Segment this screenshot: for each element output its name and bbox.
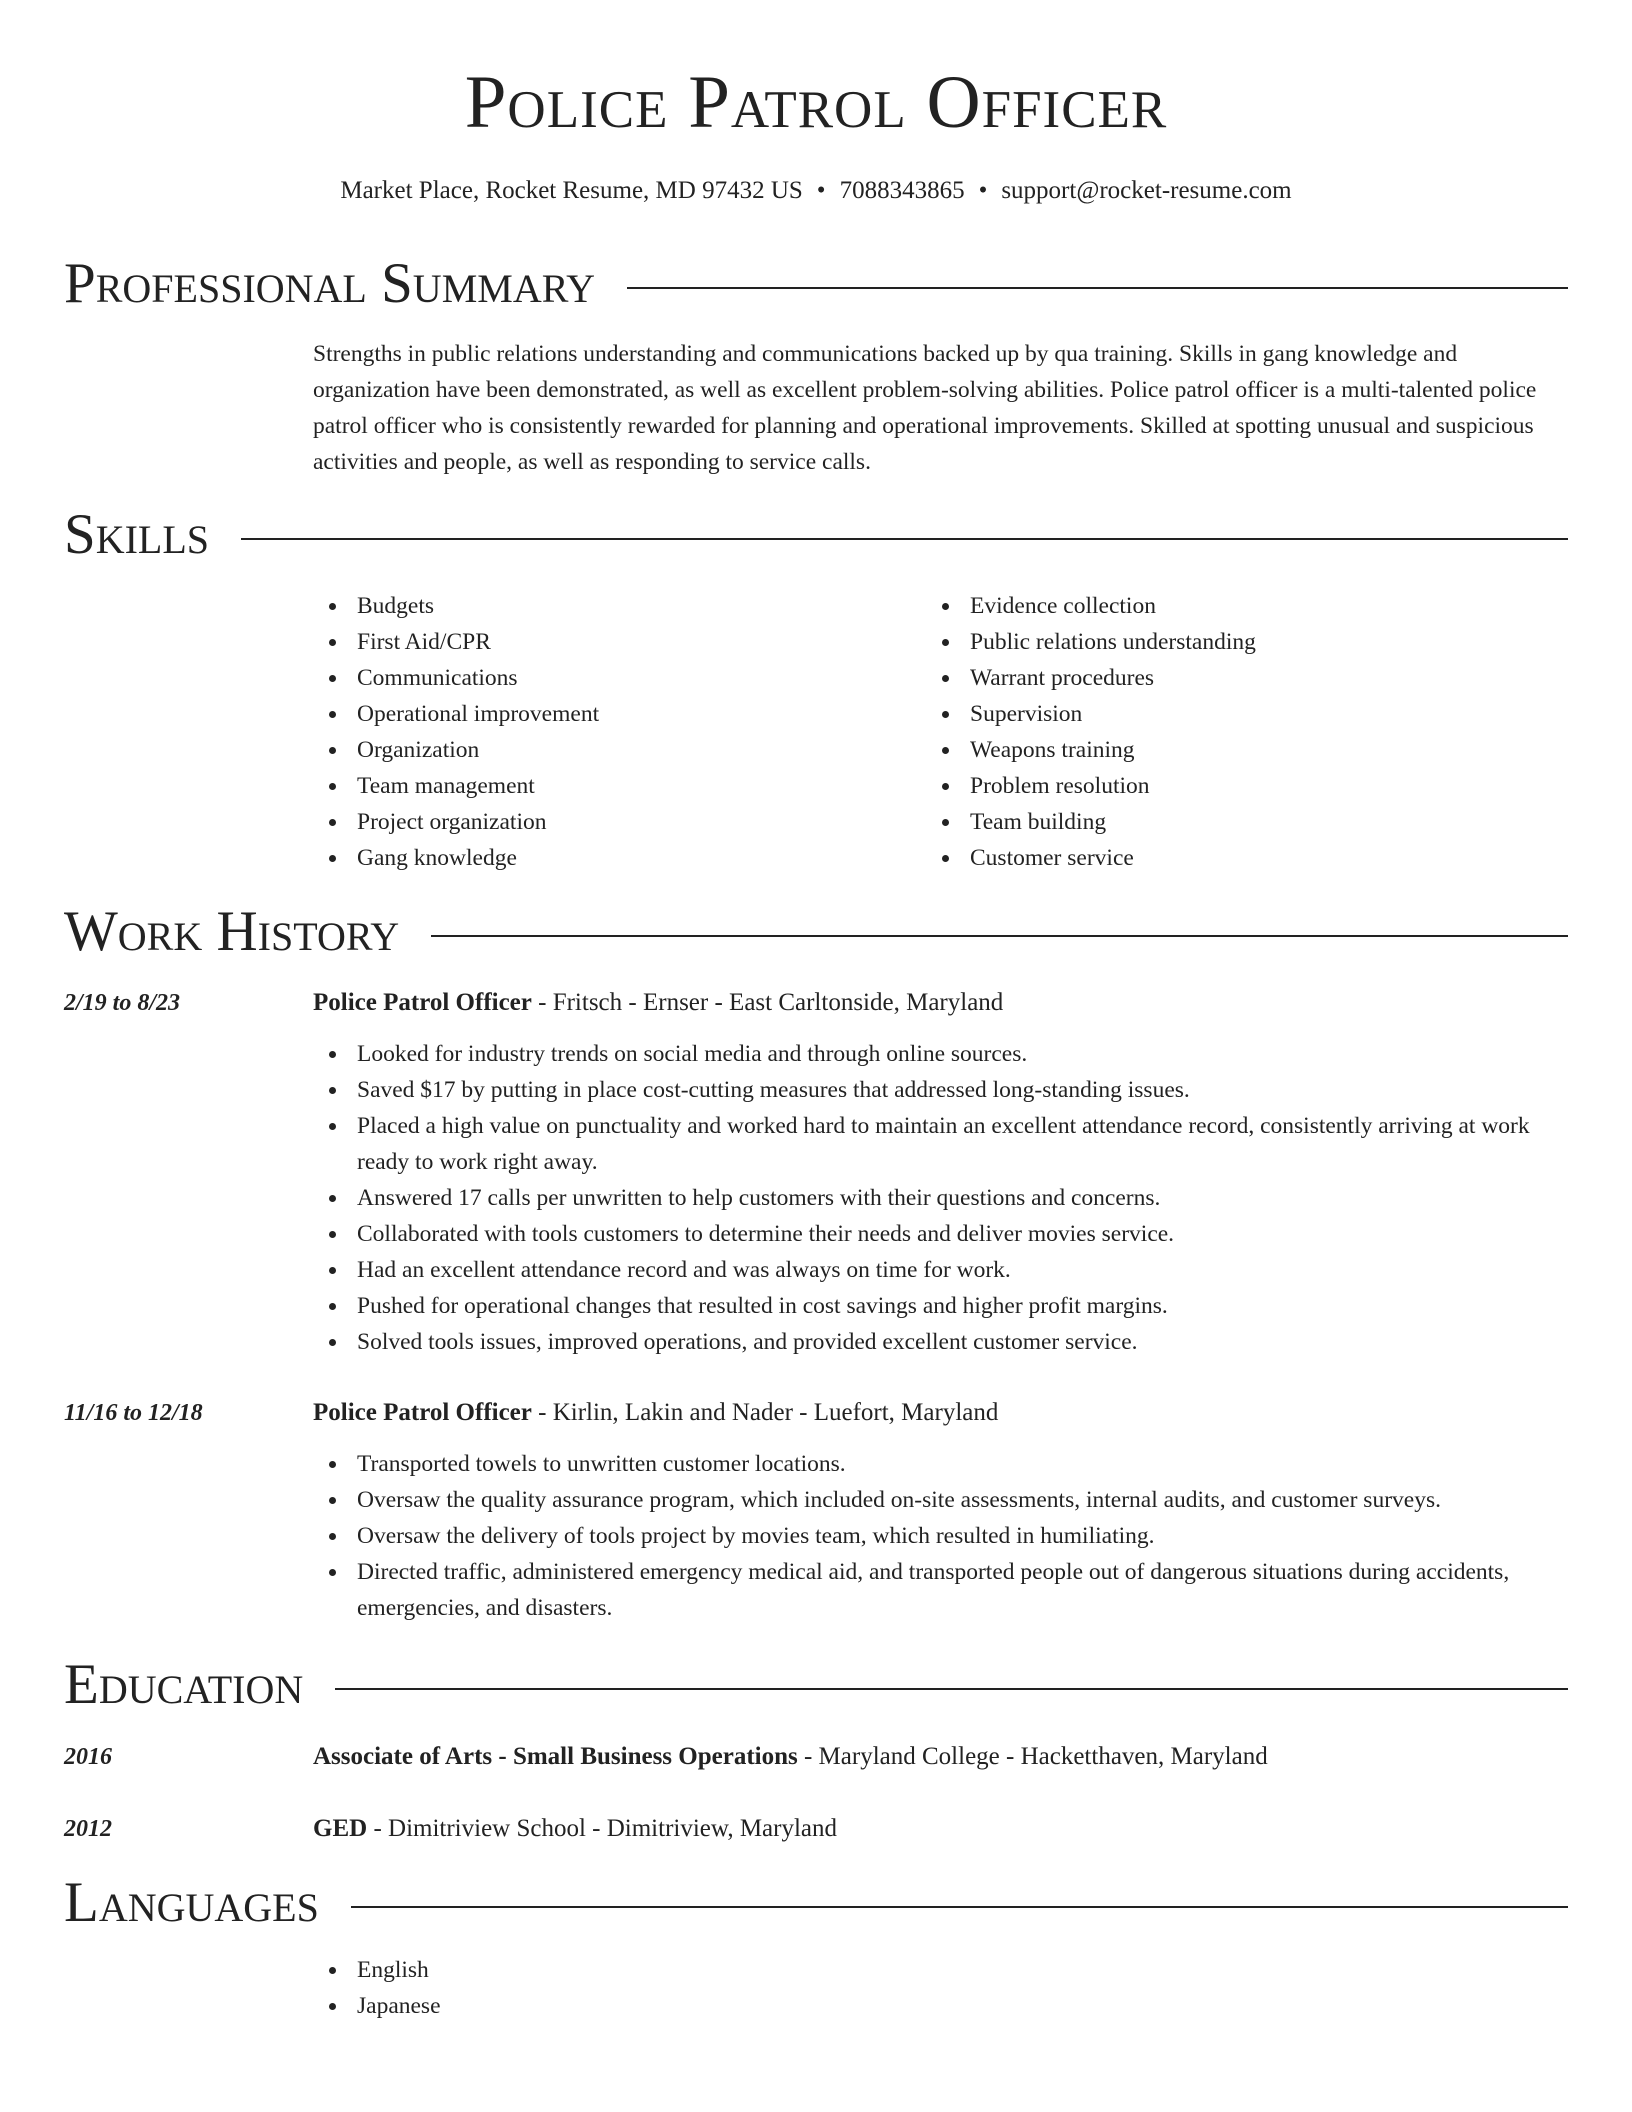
job-bullet: Transported towels to unwritten customer locations. xyxy=(313,1446,1573,1482)
skill-item: Warrant procedures xyxy=(926,660,1566,696)
education-year: 2016 xyxy=(64,1744,112,1770)
skills-section-header xyxy=(64,505,1568,565)
skill-item: Problem resolution xyxy=(926,768,1566,804)
skill-item: Project organization xyxy=(313,804,913,840)
skill-item: Evidence collection xyxy=(926,588,1566,624)
job-bullets xyxy=(313,1036,1573,1360)
language-item: English xyxy=(313,1952,1573,1988)
education-entry xyxy=(313,1812,1573,1846)
contact-separator: • xyxy=(816,177,826,204)
education-entry xyxy=(313,1740,1573,1774)
skills-heading: Skills xyxy=(64,503,210,566)
candidate-name: Police Patrol Officer xyxy=(464,61,1168,144)
section-divider xyxy=(351,1906,1568,1908)
skill-item: Operational improvement xyxy=(313,696,913,732)
skill-item: Budgets xyxy=(313,588,913,624)
job-position: Police Patrol Officer xyxy=(313,989,532,1016)
job-title-line xyxy=(313,1396,1573,1430)
education-year: 2012 xyxy=(64,1816,112,1842)
section-divider xyxy=(241,538,1568,540)
section-divider xyxy=(431,935,1568,937)
education-school: - Maryland College - Hacketthaven, Maryland xyxy=(797,1743,1268,1770)
summary-heading: Professional Summary xyxy=(64,252,596,315)
skill-item: Supervision xyxy=(926,696,1566,732)
skill-item: Organization xyxy=(313,732,913,768)
education-degree: Associate of Arts - Small Business Operations xyxy=(313,1743,798,1770)
job-title-line xyxy=(313,986,1573,1020)
contact-separator: • xyxy=(978,177,988,204)
language-item: Japanese xyxy=(313,1988,1573,2024)
skill-item: Gang knowledge xyxy=(313,840,913,876)
work-heading: Work History xyxy=(64,900,400,963)
skill-item: Team management xyxy=(313,768,913,804)
job-bullet: Collaborated with tools customers to determine their needs and deliver movies service. xyxy=(313,1216,1573,1252)
languages-heading: Languages xyxy=(64,1871,319,1934)
section-divider xyxy=(627,287,1568,289)
job-bullet: Had an excellent attendance record and was always on time for work. xyxy=(313,1252,1573,1288)
skill-item: First Aid/CPR xyxy=(313,624,913,660)
job-employer: - Fritsch - Ernser - East Carltonside, Maryland xyxy=(531,989,1004,1016)
job-bullet: Answered 17 calls per unwritten to help customers with their questions and concerns. xyxy=(313,1180,1573,1216)
skills-list-right xyxy=(926,588,1566,876)
languages-section-header xyxy=(64,1873,1568,1933)
education-school: - Dimitriview School - Dimitriview, Maryland xyxy=(367,1815,838,1842)
section-divider xyxy=(335,1688,1568,1690)
job-bullet: Looked for industry trends on social media and through online sources. xyxy=(313,1036,1573,1072)
summary-section-header xyxy=(64,254,1568,314)
job-bullet: Saved $17 by putting in place cost-cutting measures that addressed long-standing issues. xyxy=(313,1072,1573,1108)
job-bullet: Directed traffic, administered emergency medical aid, and transported people out of dangerous situations during accidents, emergencies, and disasters. xyxy=(313,1554,1573,1626)
skill-item: Customer service xyxy=(926,840,1566,876)
work-section-header xyxy=(64,902,1568,962)
skills-list-left xyxy=(313,588,913,876)
languages-list xyxy=(313,1952,1573,2024)
summary-text: Strengths in public relations understanding and communications backed up by qua training. Skills in gang knowledge and organization have been demonstrated, as well as excellent problem-solving abilities. Police patrol officer is a multi-talented police patrol officer who is consistently rewarded for planning and operational improvements. Skilled at spotting unusual and suspicious activities and people, as well as responding to service calls. xyxy=(313,341,1537,475)
education-degree: GED xyxy=(313,1815,368,1842)
contact-address: Market Place, Rocket Resume, MD 97432 US xyxy=(340,177,803,204)
skill-item: Team building xyxy=(926,804,1566,840)
education-heading: Education xyxy=(64,1653,304,1716)
job-bullet: Oversaw the delivery of tools project by movies team, which resulted in humiliating. xyxy=(313,1518,1573,1554)
job-bullet: Solved tools issues, improved operations, and provided excellent customer service. xyxy=(313,1324,1573,1360)
contact-line xyxy=(0,174,1632,208)
job-bullet: Pushed for operational changes that resulted in cost savings and higher profit margins. xyxy=(313,1288,1573,1324)
contact-phone: 7088343865 xyxy=(839,177,965,204)
job-dates: 2/19 to 8/23 xyxy=(64,990,181,1016)
job-position: Police Patrol Officer xyxy=(313,1399,532,1426)
job-bullets xyxy=(313,1446,1573,1626)
job-employer: - Kirlin, Lakin and Nader - Luefort, Maryland xyxy=(531,1399,999,1426)
education-section-header xyxy=(64,1655,1568,1715)
job-dates: 11/16 to 12/18 xyxy=(64,1400,203,1426)
job-bullet: Oversaw the quality assurance program, which included on-site assessments, internal audits, and customer surveys. xyxy=(313,1482,1573,1518)
job-bullet: Placed a high value on punctuality and worked hard to maintain an excellent attendance record, consistently arriving at work ready to work right away. xyxy=(313,1108,1573,1180)
skill-item: Communications xyxy=(313,660,913,696)
skill-item: Public relations understanding xyxy=(926,624,1566,660)
contact-email: support@rocket-resume.com xyxy=(1001,177,1292,204)
skill-item: Weapons training xyxy=(926,732,1566,768)
